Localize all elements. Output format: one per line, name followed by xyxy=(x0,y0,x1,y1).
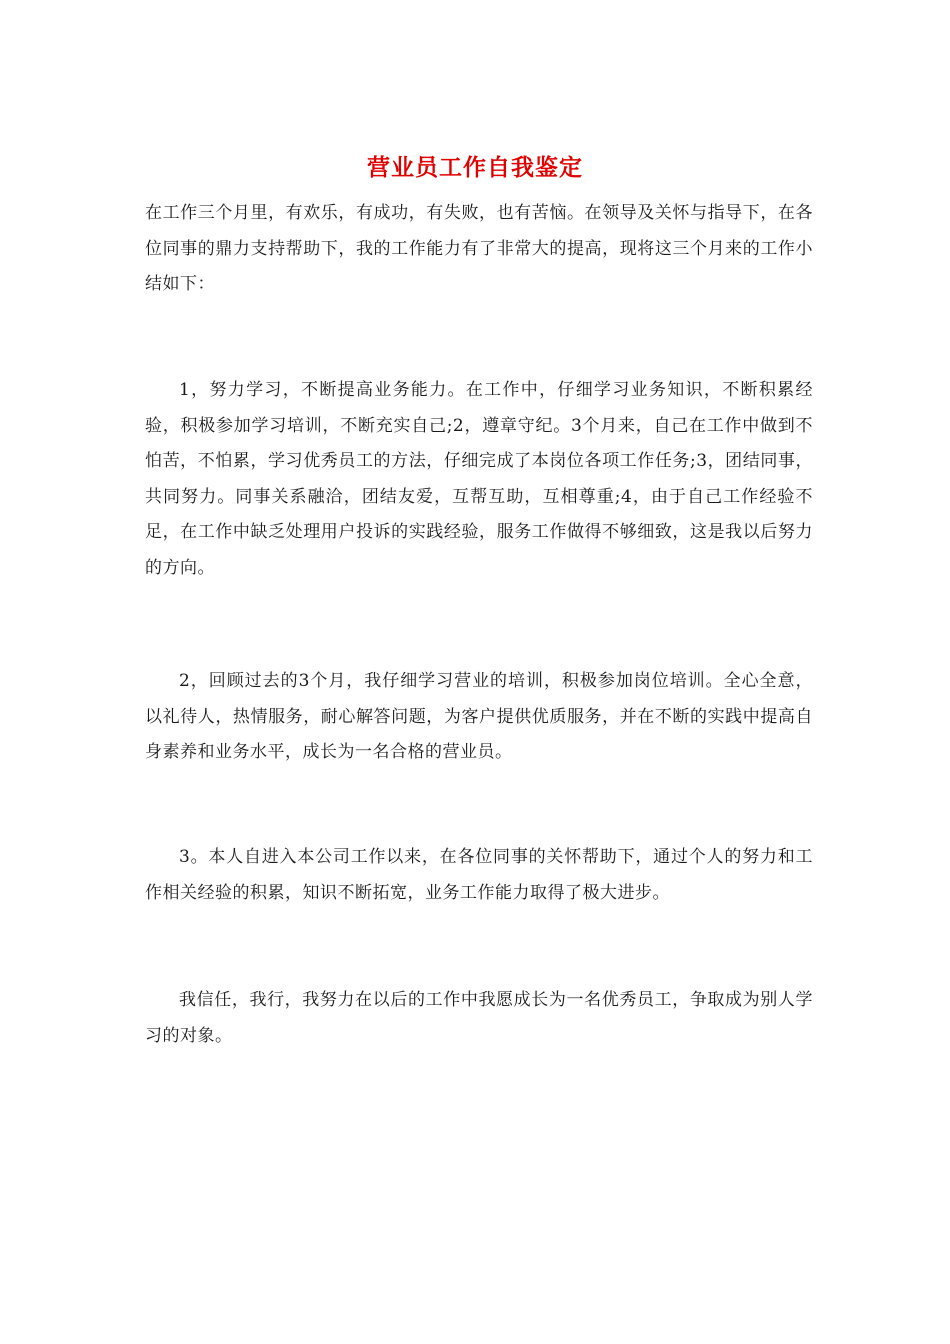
paragraph-3: 3。本人自进入本公司工作以来，在各位同事的关怀帮助下，通过个人的努力和工作相关经验的积累，知识不断拓宽，业务工作能力取得了极大进步。 xyxy=(145,847,813,903)
paragraph-2: 2，回顾过去的3个月，我仔细学习营业的培训，积极参加岗位培训。全心全意，以礼待人，热情服务，耐心解答问题，为客户提供优质服务，并在不断的实践中提高自身素养和业务水平，成长为一名合格的营业员。 xyxy=(145,671,813,762)
paragraph-intro: 在工作三个月里，有欢乐，有成功，有失败，也有苦恼。在领导及关怀与指导下，在各位同事的鼎力支持帮助下，我的工作能力有了非常大的提高，现将这三个月来的工作小结如下： xyxy=(145,203,813,294)
document-title: 营业员工作自我鉴定 xyxy=(367,154,583,181)
paragraph-4: 我信任，我行，我努力在以后的工作中我愿成长为一名优秀员工，争取成为别人学习的对象。 xyxy=(145,990,813,1046)
paragraph-1: 1，努力学习，不断提高业务能力。在工作中，仔细学习业务知识，不断积累经验，积极参加学习培训，不断充实自己;2，遵章守纪。3个月来，自己在工作中做到不怕苦，不怕累，学习优秀员工的方法，仔细完成了本岗位各项工作任务;3，团结同事，共同努力。同事关系融洽，团结友爱，互帮互助，互相尊重;4，由于自己工作经验不足，在工作中缺乏处理用户投诉的实践经验，服务工作做得不够细致，这是我以后努力的方向。 xyxy=(145,380,813,578)
